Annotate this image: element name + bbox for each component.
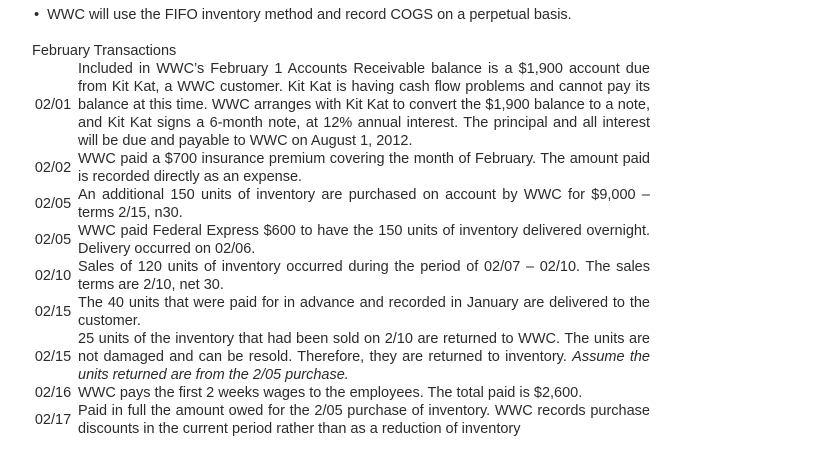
table-row: [30, 150, 650, 186]
bullet-icon: •: [34, 7, 40, 23]
transaction-description: Sales of 120 units of inventory occurred during the period of 02/07 – 02/10. The sales terms are 2/10, net 30.: [78, 259, 650, 293]
transaction-description: WWC paid a $700 insurance premium covering the month of February. The amount paid is recorded directly as an expense.: [78, 151, 650, 185]
transaction-date: 02/16: [34, 385, 72, 401]
table-row: [30, 258, 650, 294]
transaction-date: 02/02: [34, 160, 72, 176]
intro-bullet-text: WWC will use the FIFO inventory method and record COGS on a perpetual basis.: [47, 7, 572, 23]
transaction-date: 02/10: [34, 268, 72, 284]
transactions-table: [30, 60, 650, 438]
transaction-note: Assume the units returned are from the 2/05 purchase.: [78, 349, 650, 383]
table-row: [30, 402, 650, 438]
transaction-description: An additional 150 units of inventory are purchased on account by WWC for $9,000 – terms 2/15, n30.: [78, 187, 650, 221]
table-row: [30, 186, 650, 222]
transaction-description: 25 units of the inventory that had been sold on 2/10 are returned to WWC. The units are not damaged and can be resold. Therefore, they are returned to inventory. Assume the units returned are from the 2/05 purchase.: [78, 331, 650, 383]
table-row: [30, 222, 650, 258]
transaction-date: 02/01: [34, 97, 72, 113]
transaction-date: 02/05: [34, 196, 72, 212]
table-row: [30, 330, 650, 384]
transaction-description: The 40 units that were paid for in advance and recorded in January are delivered to the customer.: [78, 295, 650, 329]
table-row: [30, 60, 650, 150]
transaction-date: 02/17: [34, 412, 72, 428]
table-row: [30, 294, 650, 330]
transaction-date: 02/05: [34, 232, 72, 248]
transaction-date: 02/15: [34, 304, 72, 320]
intro-bullet: [34, 6, 572, 24]
transaction-description: WWC paid Federal Express $600 to have the 150 units of inventory delivered overnight. Delivery occurred on 02/06.: [78, 223, 650, 257]
section-heading: February Transactions: [32, 43, 177, 59]
transaction-date: 02/15: [34, 349, 72, 365]
transaction-description: WWC pays the first 2 weeks wages to the employees. The total paid is $2,600.: [78, 385, 583, 401]
transaction-description: Included in WWC’s February 1 Accounts Receivable balance is a $1,900 account due from Kit Kat, a WWC customer. Kit Kat is having cash flow problems and cannot pay its balance at this time. WWC arranges with Kit Kat to convert the $1,900 balance to a note, and Kit Kat signs a 6-month note, at 12% annual interest. The principal and all interest will be due and payable to WWC on August 1, 2012.: [78, 61, 650, 149]
transaction-description: Paid in full the amount owed for the 2/05 purchase of inventory. WWC records purchase discounts in the current period rather than as a reduction of inventory: [78, 403, 650, 437]
table-row: [30, 384, 650, 402]
